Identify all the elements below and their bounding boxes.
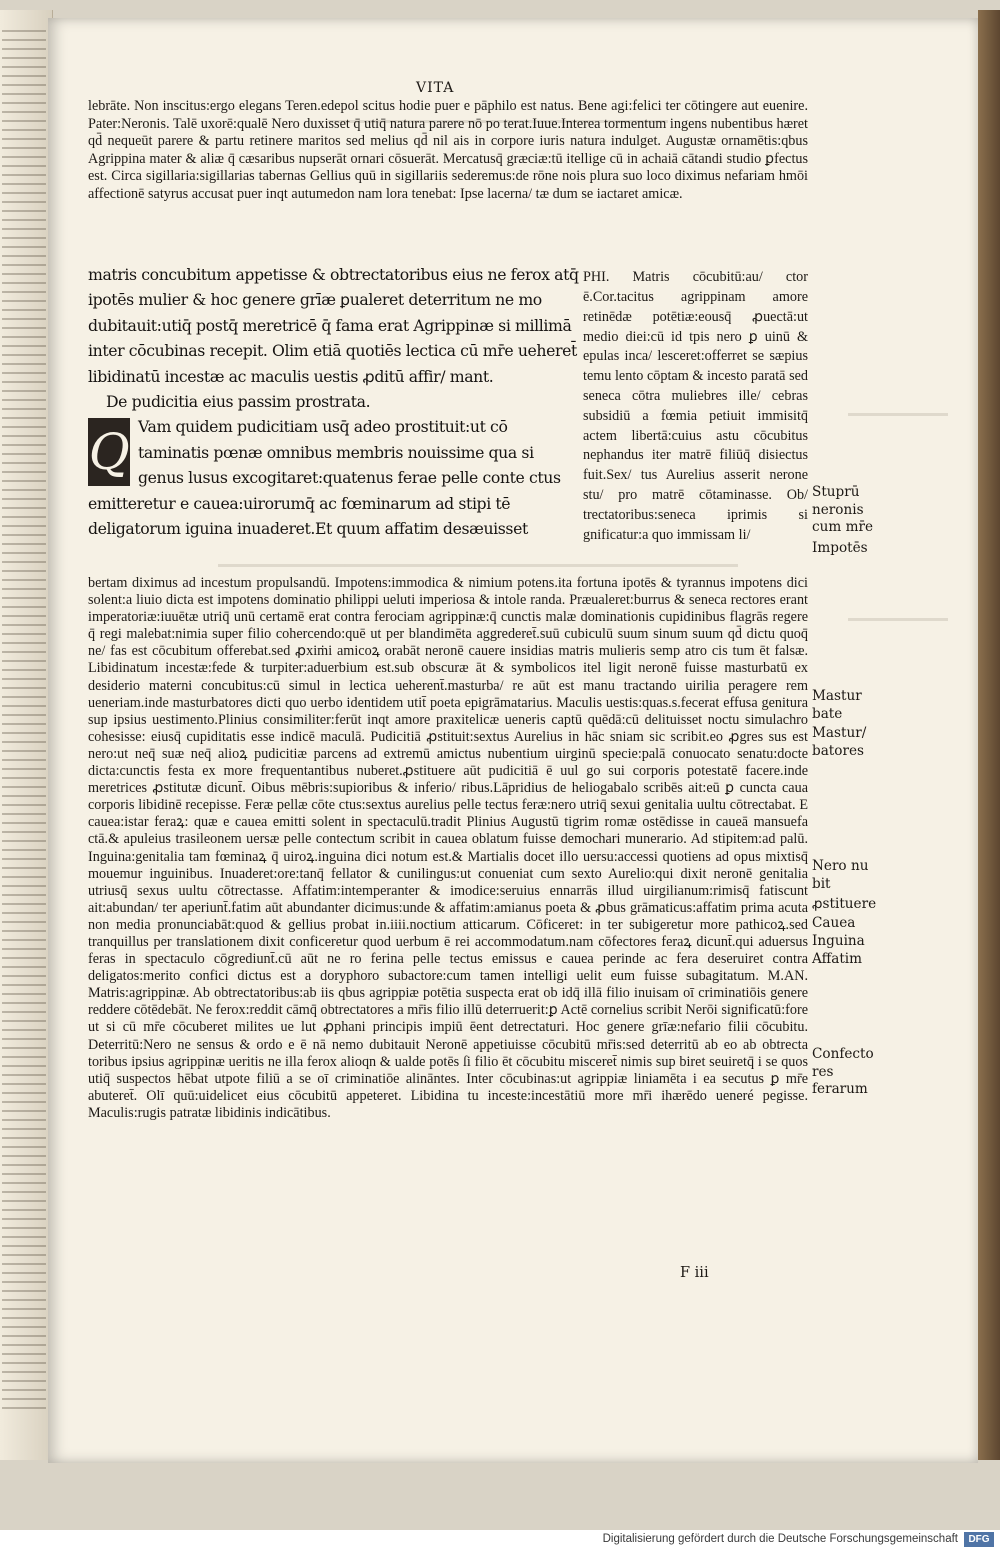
funding-notice: Digitalisierung gefördert durch die Deutsche Forschungsgemeinschaft xyxy=(602,1533,958,1545)
chapter-heading: De pudicitia eius passim prostrata. xyxy=(106,392,371,412)
book-fore-edge xyxy=(978,10,1000,1460)
margin-note: Mastur bate xyxy=(812,688,862,722)
main-text-paragraph-2 xyxy=(88,414,580,541)
margin-note: Stuprū neronis cum mr̄e xyxy=(812,484,874,535)
signature-mark: F iii xyxy=(680,1265,709,1281)
margin-note: ꝓstituere xyxy=(812,896,877,912)
show-through-line xyxy=(848,618,948,621)
margin-note: Caueа xyxy=(812,915,856,931)
show-through-line xyxy=(218,564,738,567)
margin-note: Impotēs xyxy=(812,540,868,556)
commentary-lower: bertam diximus ad incestum propulsandū. Impotens:immodica & nimium potens.ita fortuna ipotēs & tyrannus impotens dici solent:a liuio dicta est impotens dominatio philippi ueluti imperiosa & intole randa. Præualeret:burrus & seneca rectores erant imperatoriæ:iuuētæ utriq̄ unū certamē erat contra ferociam agrippinæ:q̄ cunctis malæ dominationis cupidinibus flagrās regere q̄ regi malebat:nimia super filio cohercendo:quē ut per blandimēta aggrederet̄.suū cubiculū suum sinum suum qd̄ dictu quoq̄ ne/ fas est cōcubitum offerebat.sed ꝓxiṁi amicoꝝ orabāt neronē cauere insidias matris mulieris semp atro cis tum ēt falsæ. Libidinatum incestæ:fede & turpiter:aduerbium est.sub obscuræ āt & symbolicos itel ligit neronē fuisse masturbatū ex desiderio materni concubitus:cū simul in lectica ueherent̄.masturba/ re aūt est manu tractando uirilia peragere rem ueneriam.inde masturbatores dicti quo uerbo identidem utit̄ poeta epigrāmatarius. Maculis uestis:quas.s.fecerat effusa genitura sup ipsius uestimento.Plinius consimiliter:ferūt inqt amore praxitelicæ ueneris captū quēdā:cū delituisset noctu simulachro cohesisse: eiusq̄ cupiditatis esse indicē maculā. Pudicitiā ꝓstituit:sextus Aurelius in hāc sniam sic scribit.eo ꝓgres sus est nero:ut neq̄ suæ neq̄ alioꝝ pudicitiæ parcens ad extremū amictus nubentium uirginū specie:palā conuocato senatu:docte dicta:cunctis festa ex more frequentantibus nuberet.ꝓstituere aūt pudicitiā ē uul go sui corporis potestatē facere.inde meretrices ꝓstitutæ dicunt̄. Oibus mēbris:supioribus & inferio/ ribus.Lāpridius de heliogabalo scribēs ait:eū ꝑ cuncta caua corporis libidinē recepisse. Feræ pellæ cōte ctus:sextus aurelius pelle tectus feræ:nero utriq̄ sexui genitalia uultu cōtrectabat. E cauea:istar feraꝝ: quæ e cauea emitti solent in spectaculū.tradit Plinius Augustū tigrim romæ ostēdisse in caueā mansuefa ctā.& apuleius trasileonem uersæ pelle contectum scribit in cauea oblatum fuisse demochari munerario. Ad stipitem:ad palū. Inguina:genitalia tam fœminaꝝ q̄ uiroꝝ.inguina dici notum est.& Martialis docet illo uersu:accessi quotiens ad opus mixtisq̄ mouemur inguinibus. Inuaderet:ore:tanq̄ fellator & cunilingus:ut conueniat cum sexto Aurelio:qui dixit neronē genitalia utriusq̄ sexus uultu cōtrectasse. Affatim:intemperanter & imodice:seruius ennarrās illud uirgilianum:rimisq̄ fatiscunt ait:abundan/ ter aperiunt̄.fatim aūt abundanter dicimus:unde & affatim:amianus poeta & ꝓbus grāmaticus:affatim prima acuta non media pronunciabāt:quod & gellius probat in.iiii.noctium atticarum. Cōficeret: in ter subigeretur more pathicoꝝ.sed tranquillus per translationem dixit conficeretur quod uerbum ē rei accommodatum.nam cōfectores feraꝝ dicunt̄.qui aduersus feras in spectaculo cōgrediunt̄.cū aūt ne ro ferina pelle tectus emissus e cauea perinde ac fera deseruiret contra deligatos:merito confici dictus est a doryphoro subactore:cum tamen intelligi uelit eum fuisse subagitatum. M.AN. Matris:agrippinæ. Ab obtrectatoribus:ab iis qbus agrippiæ potētia suspecta erat ob idq̄ illā filio inuisam oī criminatiōis genere reddere cōtēdebāt. Ne ferox:reddit cāmq̄ obtrectatores a mr̄is filio illū deterruerit:ꝑ Actē cornelius scribit Nerōi significatū:fore ut si cū mr̄e cōcuberet milites ue lut ꝓphani principis impiū ēent detrectaturi. Hoc genere grīæ:nefario filii cōcubitu. Deterritū:Nero ne sensus & ordo e ē nā nemo dubitauit Neronē appetiuisse cōcubitū mr̄is:sed deterritū ab eo ab obtrecta toribus ipsius agrippinæ ueritis ne illa ferox alioqn & ualde potēs ſi filio ēt cōcubitu misceret̄ nimis sup biret seuiretq̄ i se quos utiq̄ suspectos hēbat utpote filiū a se oī criminatiōe alināntes. Inter cōcubinas:ut agrippiæ liniamēta i ea secutus ꝑ mr̄e abuteret̄. Olī quū:uidelicet eius cōcubitū appeteret. Libidina tu inceste:incestātiū more mr̄i ihærēdo ueneré pegisse. Maculis:rugis patratæ libidinis indicātibus. xyxy=(88,575,808,1121)
commentary-side: PHI. Matris cōcubitū:au/ ctor ē.Cor.tacitus agrippinam amore retinēdæ potētiæ:eousq̄ ꝓuectā:ut medio diei:cū id tpis nero ꝑ uinū & epulas inca/ lesceret:offerret se sæpius temu lento cōptam & incesto paratā sed seneca cōtra muliebres ille/ cebras subsidiū a fœmia petiuit immisitq̄ actem libertā:cuius astu cōcubitus nephandus iter matrē filiūq̄ disiectus fuit.Sex/ tus Aurelius asserit nerone stu/ pro matrē cōtaminasse. Ob/ trectatoribus:seneca iprimis si gnificatur:a quo immissam li/ xyxy=(583,269,808,543)
margin-note: Mastur/ batores xyxy=(812,725,867,759)
drop-cap-initial: Q xyxy=(88,418,130,486)
main-text-paragraph-1: matris concubitum appetisse & obtrectatoribus eius ne ferox atq̄ ipotēs mulier & hoc genere grīæ ꝑualeret deterritum ne mo dubitauit:utiq̄ postq̄ meretricē q̄ fama erat Agrippinæ si millimā inter cōcubinas recepit. Olim etiā quotiēs lectica cū mr̄e ueheret̄ libidinatū incestæ ac maculis uestis ꝓditū affir/ mant. xyxy=(88,265,579,386)
margin-note: Affatim xyxy=(812,951,863,967)
running-head: VITA xyxy=(416,80,455,96)
margin-note: Nero nu bit xyxy=(812,858,869,892)
main-text-paragraph-2-body: Vam quidem pudicitiam usq̄ adeo prostituit:ut cō taminatis pœnæ omnibus membris nouissime qua si genus lusus excogitaret:quatenus ferae pelle conte ctus emitteretur e cauea:uirorumq̄ ac fœminarum ad stipi tē deligatorum iguina inuaderet.Et quum affatim desæuisset xyxy=(88,417,561,539)
facing-page-bleed xyxy=(2,30,46,1410)
dfg-logo: DFG xyxy=(964,1532,994,1547)
facing-page-edge xyxy=(0,10,53,1460)
main-text xyxy=(88,262,580,541)
show-through-line xyxy=(848,413,948,416)
margin-note: Inguina xyxy=(812,933,865,949)
margin-note: Confecto res ferarum xyxy=(812,1046,874,1097)
commentary-top: lebrāte. Non inscitus:ergo elegans Teren.edepol scitus hodie puer e pāphilo est natus. Bene agi:felici ter cōtingere aut euenire. Pater:Neronis. Talē uxorē:qualē Nero duxisset q̄ utiq̄ natura parere nō po terat.Iuue.Interea tormentum ingens nubentibus hæret qd̄ nequeūt parere & partu retinere maritos sed melius qd̄ nil ais in corpore iuris natura indulget. Augustæ ornamētis:qbus Agrippina mater & aliæ q̄ cæsaribus nupserāt ornari cōsuerāt. Mercatusq̄ græciæ:tū itellige cū in achaiā cātandi studio ꝑfectus est. Circa sigillaria:sigillarias tabernas Gellius quū in sigillariis sederemus:de rōne nois plura suo loco diximus nefariam hmōi affectionē satyrus accusat puer inqt autumedon nam lora tenebat: Ipse lacerna/ tæ dum se iactaret amicæ. xyxy=(88,98,808,202)
footer-bar xyxy=(0,1530,1000,1550)
